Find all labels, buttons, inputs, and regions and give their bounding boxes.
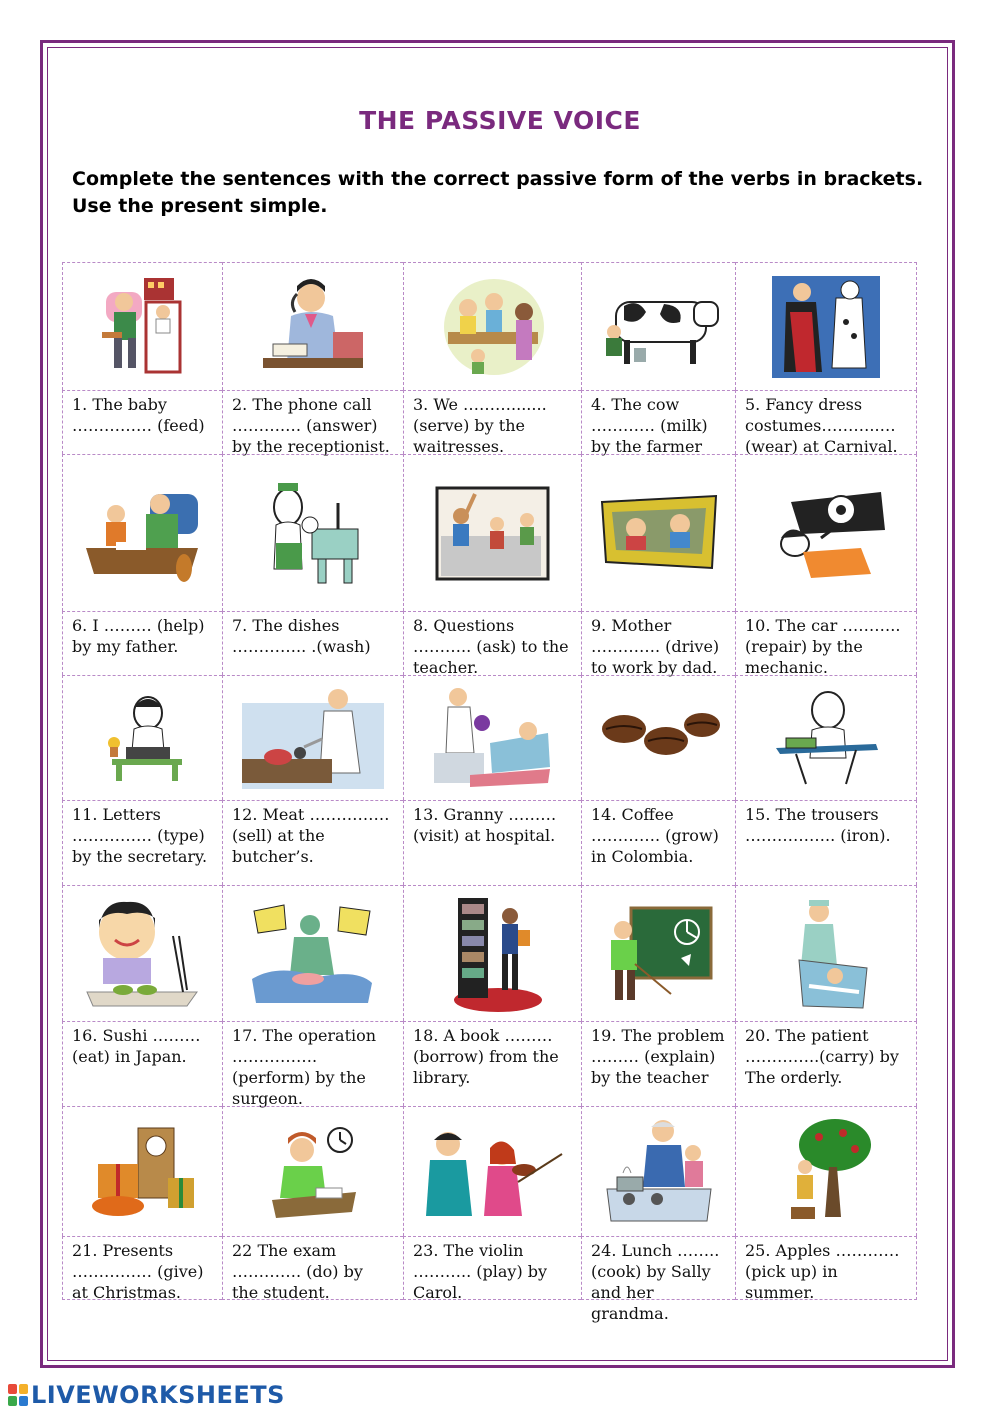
illustration-visiting-granny-hospital bbox=[403, 675, 581, 800]
sentence-16: 16. Sushi ……… (eat) in Japan. bbox=[62, 1021, 222, 1106]
sentence-19: 19. The problem ……… (explain) by the teacher bbox=[581, 1021, 735, 1106]
illustration-man-washing-dishes bbox=[222, 454, 403, 611]
sentence-8: 8. Questions ……….. (ask) to the teacher. bbox=[403, 611, 581, 675]
footer-brand-text: LIVEWORKSHEETS bbox=[31, 1381, 285, 1409]
illustration-orderly-pushing-patient bbox=[735, 885, 917, 1021]
sentence-9: 9. Mother …………. (drive) to work by dad. bbox=[581, 611, 735, 675]
illustration-coffee-beans bbox=[581, 675, 735, 800]
illustration-picking-apples bbox=[735, 1106, 917, 1236]
illustration-man-ironing bbox=[735, 675, 917, 800]
illustration-father-helping-child bbox=[62, 454, 222, 611]
exercise-grid bbox=[62, 262, 917, 1323]
sentence-10: 10. The car ……….. (repair) by the mechanic. bbox=[735, 611, 917, 675]
grid-row-4 bbox=[62, 885, 917, 1021]
illustration-teacher-at-blackboard bbox=[581, 885, 735, 1021]
sentence-12: 12. Meat …………… (sell) at the butcher’s. bbox=[222, 800, 403, 885]
illustration-girl-eating-sushi bbox=[62, 885, 222, 1021]
sentence-24: 24. Lunch …….. (cook) by Sally and her grandma. bbox=[581, 1236, 735, 1300]
illustration-mother-feeding-baby bbox=[62, 262, 222, 390]
sentence-5: 5. Fancy dress costumes………..… (wear) at Carnival. bbox=[735, 390, 917, 454]
sentence-6: 6. I ……… (help) by my father. bbox=[62, 611, 222, 675]
sentence-2: 2. The phone call ……….… (answer) by the receptionist. bbox=[222, 390, 403, 454]
sentence-3: 3. We ………....... (serve) by the waitresses. bbox=[403, 390, 581, 454]
grid-row-1 bbox=[62, 262, 917, 390]
sentence-20: 20. The patient …………..(carry) by The orderly. bbox=[735, 1021, 917, 1106]
illustration-receptionist-on-phone bbox=[222, 262, 403, 390]
page-title: THE PASSIVE VOICE bbox=[359, 106, 641, 135]
sentence-23: 23. The violin ……….. (play) by Carol. bbox=[403, 1236, 581, 1300]
sentence-17: 17. The operation ……………. (perform) by the surgeon. bbox=[222, 1021, 403, 1106]
sentence-14: 14. Coffee …………. (grow) in Colombia. bbox=[581, 800, 735, 885]
illustration-butcher-cutting-meat bbox=[222, 675, 403, 800]
illustration-girl-playing-violin bbox=[403, 1106, 581, 1236]
grid-row-2 bbox=[62, 454, 917, 611]
grid-row-5-text bbox=[62, 1236, 917, 1323]
illustration-grandma-cooking bbox=[581, 1106, 735, 1236]
grid-row-5 bbox=[62, 1106, 917, 1236]
illustration-student-taking-exam bbox=[222, 1106, 403, 1236]
grid-row-2-text bbox=[62, 611, 917, 675]
sentence-21: 21. Presents …………… (give) at Christmas. bbox=[62, 1236, 222, 1300]
liveworksheets-logo-icon bbox=[8, 1384, 28, 1406]
illustration-secretary-typing bbox=[62, 675, 222, 800]
sentence-1: 1. The baby …………… (feed) bbox=[62, 390, 222, 454]
illustration-farmer-milking-cow bbox=[581, 262, 735, 390]
illustration-waitresses-serving bbox=[403, 262, 581, 390]
illustration-boy-at-library-shelf bbox=[403, 885, 581, 1021]
sentence-22: 22 The exam …………. (do) by the student. bbox=[222, 1236, 403, 1300]
illustration-family-in-car bbox=[581, 454, 735, 611]
sentence-15: 15. The trousers …………….. (iron). bbox=[735, 800, 917, 885]
sentence-18: 18. A book ……… (borrow) from the library. bbox=[403, 1021, 581, 1106]
instructions: Complete the sentences with the correct passive form of the verbs in brackets. Use the present simple. bbox=[72, 168, 924, 217]
grid-row-1-text bbox=[62, 390, 917, 454]
illustration-carnival-costumes bbox=[735, 262, 917, 390]
grid-row-3-text bbox=[62, 800, 917, 885]
sentence-25: 25. Apples ………… (pick up) in summer. bbox=[735, 1236, 917, 1300]
illustration-mechanic-repairing-car bbox=[735, 454, 917, 611]
sentence-7: 7. The dishes ………….. .(wash) bbox=[222, 611, 403, 675]
sentence-4: 4. The cow ………… (milk) by the farmer bbox=[581, 390, 735, 454]
grid-row-3 bbox=[62, 675, 917, 800]
sentence-11: 11. Letters …………… (type) by the secretary. bbox=[62, 800, 222, 885]
illustration-surgeon-operating bbox=[222, 885, 403, 1021]
grid-row-4-text bbox=[62, 1021, 917, 1106]
footer-brand[interactable] bbox=[8, 1380, 285, 1410]
illustration-classroom-questions bbox=[403, 454, 581, 611]
sentence-13: 13. Granny ……… (visit) at hospital. bbox=[403, 800, 581, 885]
illustration-christmas-presents bbox=[62, 1106, 222, 1236]
